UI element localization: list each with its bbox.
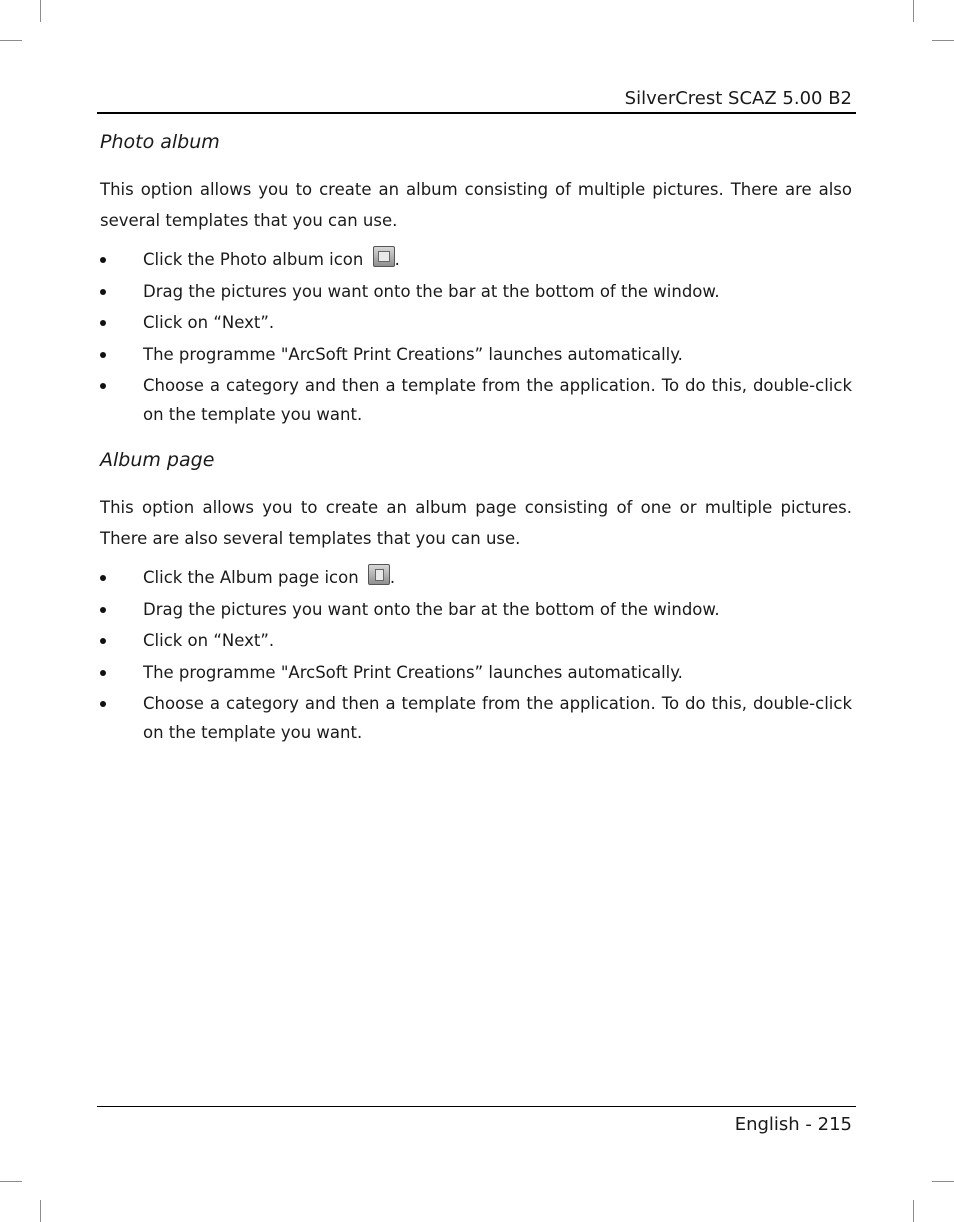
list-item [100, 340, 852, 369]
photo-album-icon [373, 246, 395, 267]
list-item-suffix: . [394, 250, 400, 269]
list-item-text: The programme "ArcSoft Print Creations” launches automatically. [143, 344, 683, 364]
crop-mark [913, 1200, 914, 1222]
section-intro: This option allows you to create an album page consisting of one or multiple pictures. There are also several templates that you can use. [100, 498, 852, 548]
bullet-icon [100, 607, 106, 613]
list-item [100, 371, 852, 429]
list-item-text: Drag the pictures you want onto the bar at the bottom of the window. [143, 599, 720, 619]
list-item [100, 308, 852, 337]
crop-mark [932, 1181, 954, 1182]
bullet-icon [100, 257, 106, 263]
section-heading-photo-album: Photo album [100, 131, 220, 153]
crop-mark [932, 40, 954, 41]
bullet-icon [100, 383, 106, 389]
crop-mark [913, 0, 914, 22]
running-header: SilverCrest SCAZ 5.00 B2 [624, 88, 852, 109]
bullet-icon [100, 575, 106, 581]
list-item [100, 563, 852, 592]
crop-mark [0, 1181, 22, 1182]
list-item-text: Choose a category and then a template from the application. To do this, double-click on the template you want. [143, 376, 852, 424]
list-item-text: Click the Album page icon [143, 568, 359, 587]
footer-rule [97, 1106, 856, 1107]
list-item [100, 626, 852, 655]
list-item-text: Drag the pictures you want onto the bar at the bottom of the window. [143, 281, 720, 301]
list-item-text: Click the Photo album icon [143, 250, 364, 269]
header-rule [97, 112, 856, 114]
section-intro: This option allows you to create an album consisting of multiple pictures. There are also several templates that you can use. [100, 180, 852, 230]
list-item-text: Click on “Next”. [143, 631, 275, 650]
list-item [100, 689, 852, 747]
page-number: English - 215 [734, 1114, 852, 1135]
bullet-list [100, 245, 852, 429]
bullet-icon [100, 638, 106, 644]
crop-mark [40, 1200, 41, 1222]
bullet-icon [100, 352, 106, 358]
bullet-list [100, 563, 852, 747]
list-item [100, 658, 852, 687]
list-item-text: The programme "ArcSoft Print Creations” launches automatically. [143, 662, 683, 682]
list-item [100, 277, 852, 306]
bullet-icon [100, 701, 106, 707]
list-item-text: Click on “Next”. [143, 313, 275, 332]
bullet-icon [100, 670, 106, 676]
crop-mark [0, 40, 22, 41]
list-item-suffix: . [389, 568, 396, 587]
list-item [100, 595, 852, 624]
list-item [100, 245, 852, 274]
bullet-icon [100, 289, 106, 295]
section-heading-album-page: Album page [100, 449, 215, 471]
album-page-icon [368, 564, 390, 585]
bullet-icon [100, 320, 106, 326]
list-item-text: Choose a category and then a template from the application. To do this, double-click on the template you want. [143, 694, 852, 742]
crop-mark [40, 0, 41, 22]
